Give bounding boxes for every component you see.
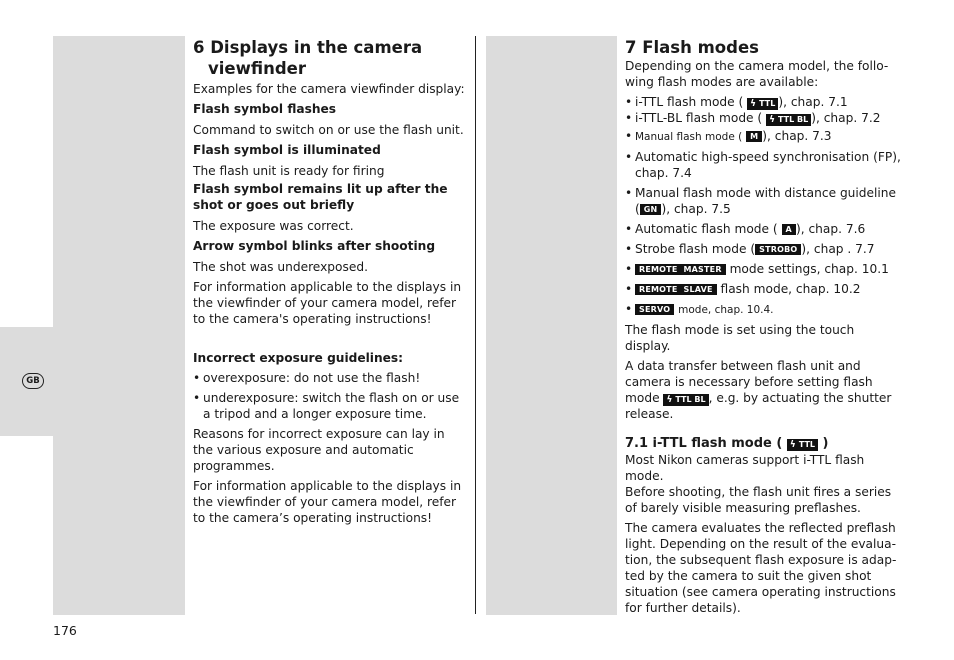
touch-display-text: The flash mode is set using the touch display. xyxy=(625,323,855,353)
mode-ittl-bl-label: i-TTL-BL flash mode ( xyxy=(635,111,763,125)
mode-ittl-bl-chapter: ), chap. 7.2 xyxy=(811,111,881,125)
mode-servo-text: mode, chap. 10.4. xyxy=(678,304,774,316)
reasons-text: Reasons for incorrect exposure can lay in the various exposure and automatic programmes. xyxy=(193,427,445,473)
modes-intro: Depending on the camera model, the follo-wing flash modes are available: xyxy=(625,59,889,89)
right-margin-band xyxy=(486,36,617,615)
heading-flashes: Flash symbol flashes xyxy=(193,102,337,116)
text-arrow: The shot was underexposed. xyxy=(193,260,368,274)
mode-remote-master xyxy=(625,261,901,277)
remote-slave-badge: REMOTE SLAVE xyxy=(635,284,717,295)
bullet-underexposure: • underexposure: switch the flash on or use a tripod and a longer exposure time. xyxy=(193,390,468,422)
nikon-support-text: Most Nikon cameras support i-TTL flash mode. xyxy=(625,453,865,483)
mode-ittl-bl xyxy=(625,110,901,126)
mode-remote-master-text: mode settings, chap. 10.1 xyxy=(729,262,889,276)
text-flashes: Command to switch on or use the flash unit. xyxy=(193,123,464,137)
mode-strobe-chapter: ), chap . 7.7 xyxy=(801,242,875,256)
a-badge: A xyxy=(782,224,796,235)
flash-icon: ϟ xyxy=(666,395,673,405)
mode-strobe xyxy=(625,241,901,257)
ttl-badge-text: TTL xyxy=(798,440,816,449)
heading-remains: Flash symbol remains lit up after the shot or goes out briefly xyxy=(193,182,448,212)
title-line-1: 6 Displays in the camera xyxy=(193,38,423,57)
mode-ittl-label: i-TTL flash mode ( xyxy=(635,95,744,109)
subsection-title-post: ) xyxy=(822,436,829,451)
ttl-badge-text: TTL xyxy=(759,99,776,108)
mode-remote-slave-text: flash mode, chap. 10.2 xyxy=(720,282,861,296)
heading-illuminated: Flash symbol is illuminated xyxy=(193,143,381,157)
ttl-bl-badge xyxy=(663,394,708,406)
data-transfer-pre: A data transfer between flash unit and camera is necessary before setting flash mode xyxy=(625,359,873,405)
data-transfer-post: , e.g. by actuating the shutter release. xyxy=(625,391,892,421)
info-text-2: For information applicable to the displays in the viewfinder of your camera model, refer to the camera’s operating instructions! xyxy=(193,479,462,525)
subsection-title-pre: 7.1 i-TTL flash mode ( xyxy=(625,436,783,451)
page-number: 176 xyxy=(53,623,77,638)
left-column xyxy=(193,37,468,530)
flash-icon: ϟ xyxy=(769,115,775,125)
mode-strobe-label: Strobe flash mode ( xyxy=(635,242,756,256)
heading-arrow: Arrow symbol blinks after shooting xyxy=(193,239,436,253)
ttl-badge xyxy=(747,98,778,110)
column-divider xyxy=(475,36,476,614)
right-column xyxy=(625,37,901,620)
ttl-badge xyxy=(787,439,818,451)
intro-text: Examples for the camera viewfinder display: xyxy=(193,82,465,96)
mode-gn-chapter: ), chap. 7.5 xyxy=(661,202,731,216)
data-transfer-text xyxy=(625,358,901,422)
bullet-overexposure: • overexposure: do not use the flash! xyxy=(193,370,468,386)
mode-gn-label: Manual flash mode with distance guideline ( xyxy=(635,186,897,216)
mode-gn xyxy=(625,185,901,217)
section-7-title: 7 Flash modes xyxy=(625,38,759,57)
servo-badge: SERVO xyxy=(635,304,674,315)
mode-servo xyxy=(625,301,901,318)
mode-manual-chapter: ), chap. 7.3 xyxy=(762,129,832,143)
mode-ittl xyxy=(625,94,901,110)
left-margin-band xyxy=(53,36,185,615)
text-illuminated: The flash unit is ready for firing xyxy=(193,164,385,178)
text-remains: The exposure was correct. xyxy=(193,219,354,233)
evaluation-text: The camera evaluates the reflected preflash light. Depending on the result of the evalua-tion, the subsequent flash exposure is adap-ted by the camera to suit the given shot situation (see camera operating instructions for further details). xyxy=(625,521,897,615)
gn-badge: GN xyxy=(640,204,662,215)
ttl-bl-badge-text: TTL BL xyxy=(675,395,706,404)
mode-auto xyxy=(625,221,901,237)
ttl-bl-badge xyxy=(766,114,811,126)
remote-master-badge: REMOTE MASTER xyxy=(635,264,726,275)
mode-auto-chapter: ), chap. 7.6 xyxy=(795,222,866,236)
strobo-badge: STROBO xyxy=(755,244,801,255)
section-6-title xyxy=(193,37,468,79)
info-text-1: For information applicable to the displays in the viewfinder of your camera model, refer to the camera's operating instructions! xyxy=(193,280,462,326)
heading-incorrect: Incorrect exposure guidelines: xyxy=(193,351,404,365)
title-line-2: viewfinder xyxy=(208,59,306,78)
mode-fp: • Automatic high-speed synchronisation (FP), chap. 7.4 xyxy=(625,149,901,181)
mode-remote-slave xyxy=(625,281,901,297)
preflash-text: Before shooting, the flash unit fires a series of barely visible measuring preflashes. xyxy=(625,485,892,515)
flash-icon: ϟ xyxy=(750,99,757,109)
mode-manual xyxy=(625,128,901,145)
language-badge: GB xyxy=(22,373,44,389)
mode-manual-label: Manual flash mode ( xyxy=(635,131,743,143)
subsection-7-1-title xyxy=(625,436,901,452)
m-badge: M xyxy=(746,131,762,142)
flash-icon: ϟ xyxy=(789,440,796,450)
ttl-bl-badge-text: TTL BL xyxy=(778,115,809,124)
mode-auto-label: Automatic flash mode ( xyxy=(635,222,778,236)
mode-ittl-chapter: ), chap. 7.1 xyxy=(778,95,848,109)
